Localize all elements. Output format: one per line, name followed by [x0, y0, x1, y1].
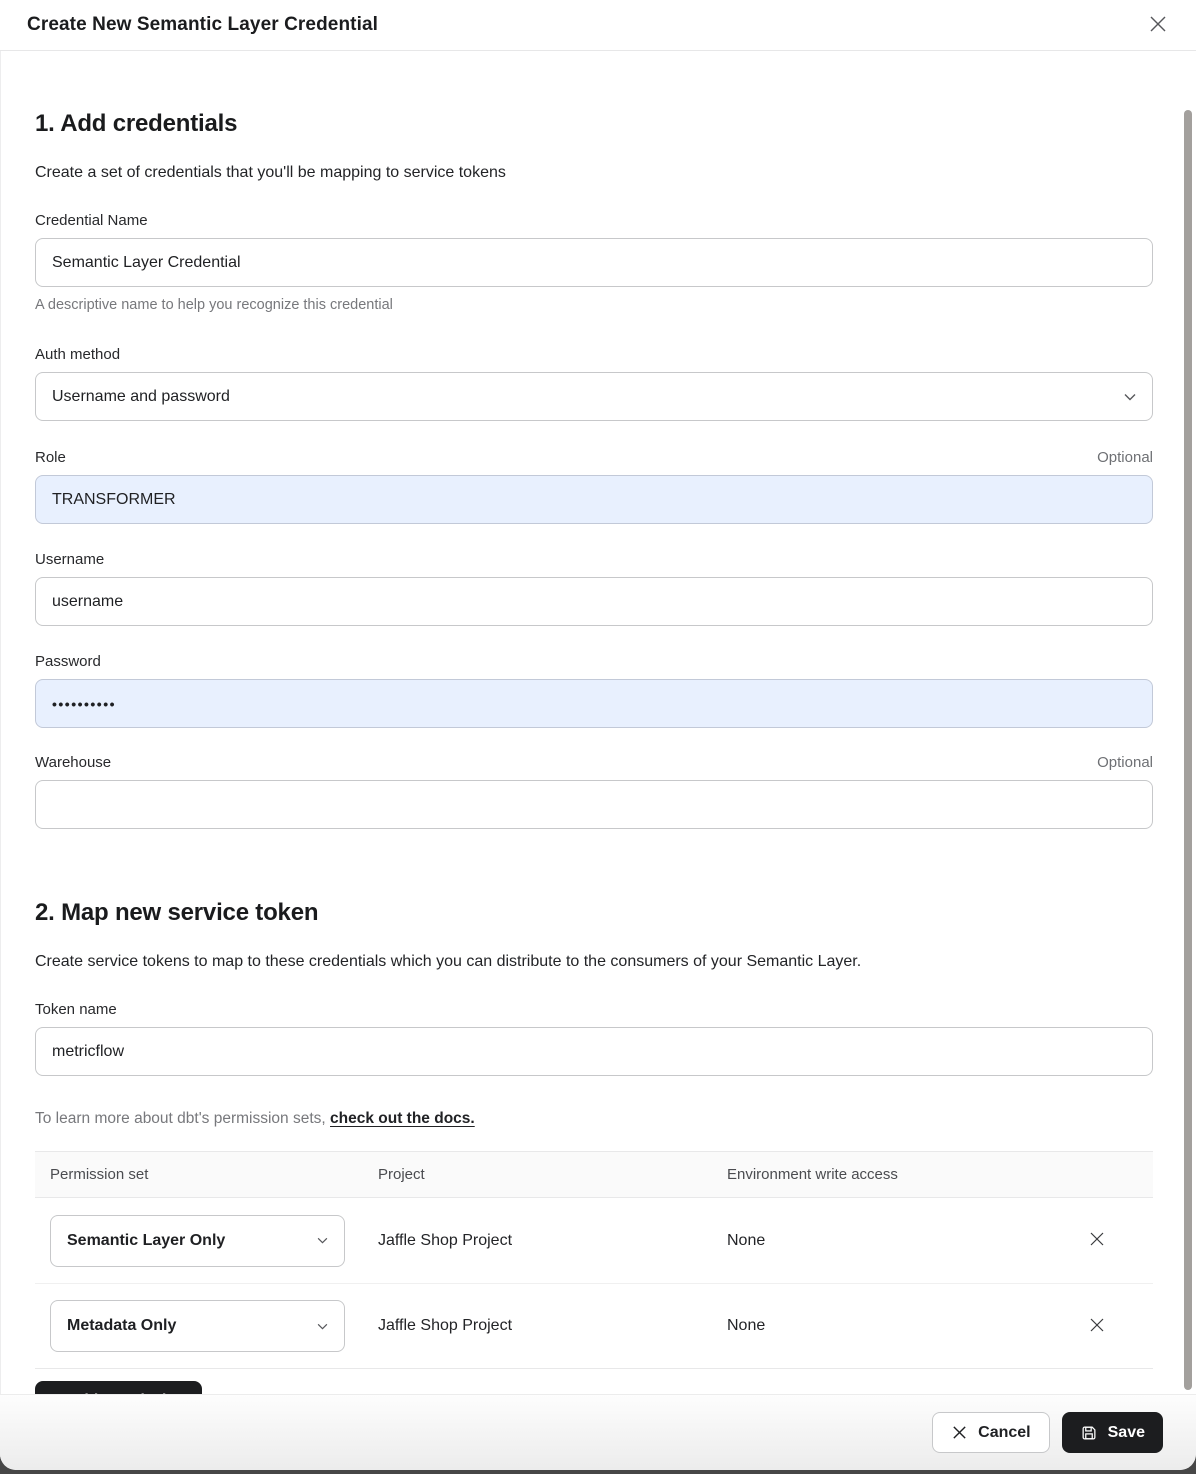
remove-row-button-row1[interactable] [1082, 1226, 1112, 1256]
table-row [35, 1283, 1153, 1368]
warehouse-field-group [35, 754, 1153, 829]
credential-name-input[interactable] [35, 238, 1153, 287]
cancel-label: Cancel [978, 1423, 1031, 1441]
column-header-env-write-access: Environment write access [727, 1166, 898, 1183]
modal-content [0, 51, 1196, 1420]
permission-set-value-row1: Semantic Layer Only [67, 1231, 226, 1249]
password-input[interactable] [35, 679, 1153, 728]
role-optional-tag: Optional [1097, 449, 1153, 466]
project-cell-row2: Jaffle Shop Project [378, 1317, 513, 1334]
close-icon [1088, 1316, 1106, 1337]
docs-text: To learn more about dbt's permission sets, [35, 1110, 331, 1127]
column-header-project: Project [378, 1166, 425, 1183]
permission-set-value-row2: Metadata Only [67, 1317, 177, 1334]
warehouse-optional-tag: Optional [1097, 754, 1153, 771]
close-icon [951, 1424, 968, 1441]
section1-heading: 1. Add credentials [35, 110, 238, 137]
password-field-group [35, 653, 1153, 728]
role-field-group [35, 449, 1153, 524]
credential-name-label: Credential Name [35, 212, 148, 229]
credential-name-helper: A descriptive name to help you recognize this credential [35, 297, 393, 313]
chevron-down-icon [317, 1323, 328, 1330]
modal-left-edge [0, 51, 1, 1470]
warehouse-label: Warehouse [35, 754, 112, 771]
chevron-down-icon [317, 1237, 328, 1244]
username-field-group [35, 551, 1153, 626]
chevron-down-icon [1124, 393, 1136, 401]
role-label: Role [35, 449, 66, 466]
column-header-permission-set: Permission set [50, 1166, 149, 1183]
modal-title: Create New Semantic Layer Credential [27, 14, 379, 35]
auth-method-field-group [35, 346, 1153, 421]
permissions-table [35, 1151, 1153, 1420]
token-name-label: Token name [35, 1001, 117, 1018]
project-cell-row1: Jaffle Shop Project [378, 1231, 513, 1249]
username-label: Username [35, 551, 105, 568]
auth-method-label: Auth method [35, 346, 121, 363]
remove-row-button-row2[interactable] [1082, 1311, 1112, 1341]
token-name-input[interactable] [35, 1027, 1153, 1076]
close-icon [1147, 13, 1169, 38]
docs-link[interactable]: check out the docs. [330, 1110, 475, 1127]
section2-heading: 2. Map new service token [35, 899, 319, 926]
section2-description: Create service tokens to map to these credentials which you can distribute to the consumers of your Semantic Layer. [35, 953, 862, 970]
permission-docs-line [35, 1110, 1153, 1128]
save-button[interactable] [1062, 1412, 1163, 1453]
auth-method-select[interactable] [35, 372, 1153, 421]
auth-method-selected-value: Username and password [52, 387, 230, 405]
save-label: Save [1107, 1423, 1145, 1441]
close-icon [1088, 1230, 1106, 1251]
username-input[interactable] [35, 577, 1153, 626]
token-name-field-group [35, 1001, 1153, 1076]
modal-header [0, 0, 1196, 51]
env-write-access-cell-row1: None [727, 1231, 766, 1249]
vertical-scrollbar[interactable] [1184, 110, 1192, 1390]
permission-set-select-row1[interactable] [50, 1215, 345, 1267]
section1-description: Create a set of credentials that you'll be mapping to service tokens [35, 164, 506, 181]
cancel-button[interactable] [932, 1412, 1049, 1453]
credential-name-field-group [35, 212, 1153, 313]
close-button[interactable] [1144, 11, 1172, 39]
modal-footer [0, 1394, 1196, 1470]
save-icon [1080, 1424, 1098, 1442]
warehouse-input[interactable] [35, 780, 1153, 829]
role-input[interactable] [35, 475, 1153, 524]
table-row [35, 1198, 1153, 1283]
permissions-table-body [35, 1198, 1153, 1369]
password-label: Password [35, 653, 101, 670]
permissions-table-header [35, 1151, 1153, 1198]
permission-set-select-row2[interactable] [50, 1300, 345, 1352]
env-write-access-cell-row2: None [727, 1317, 766, 1334]
